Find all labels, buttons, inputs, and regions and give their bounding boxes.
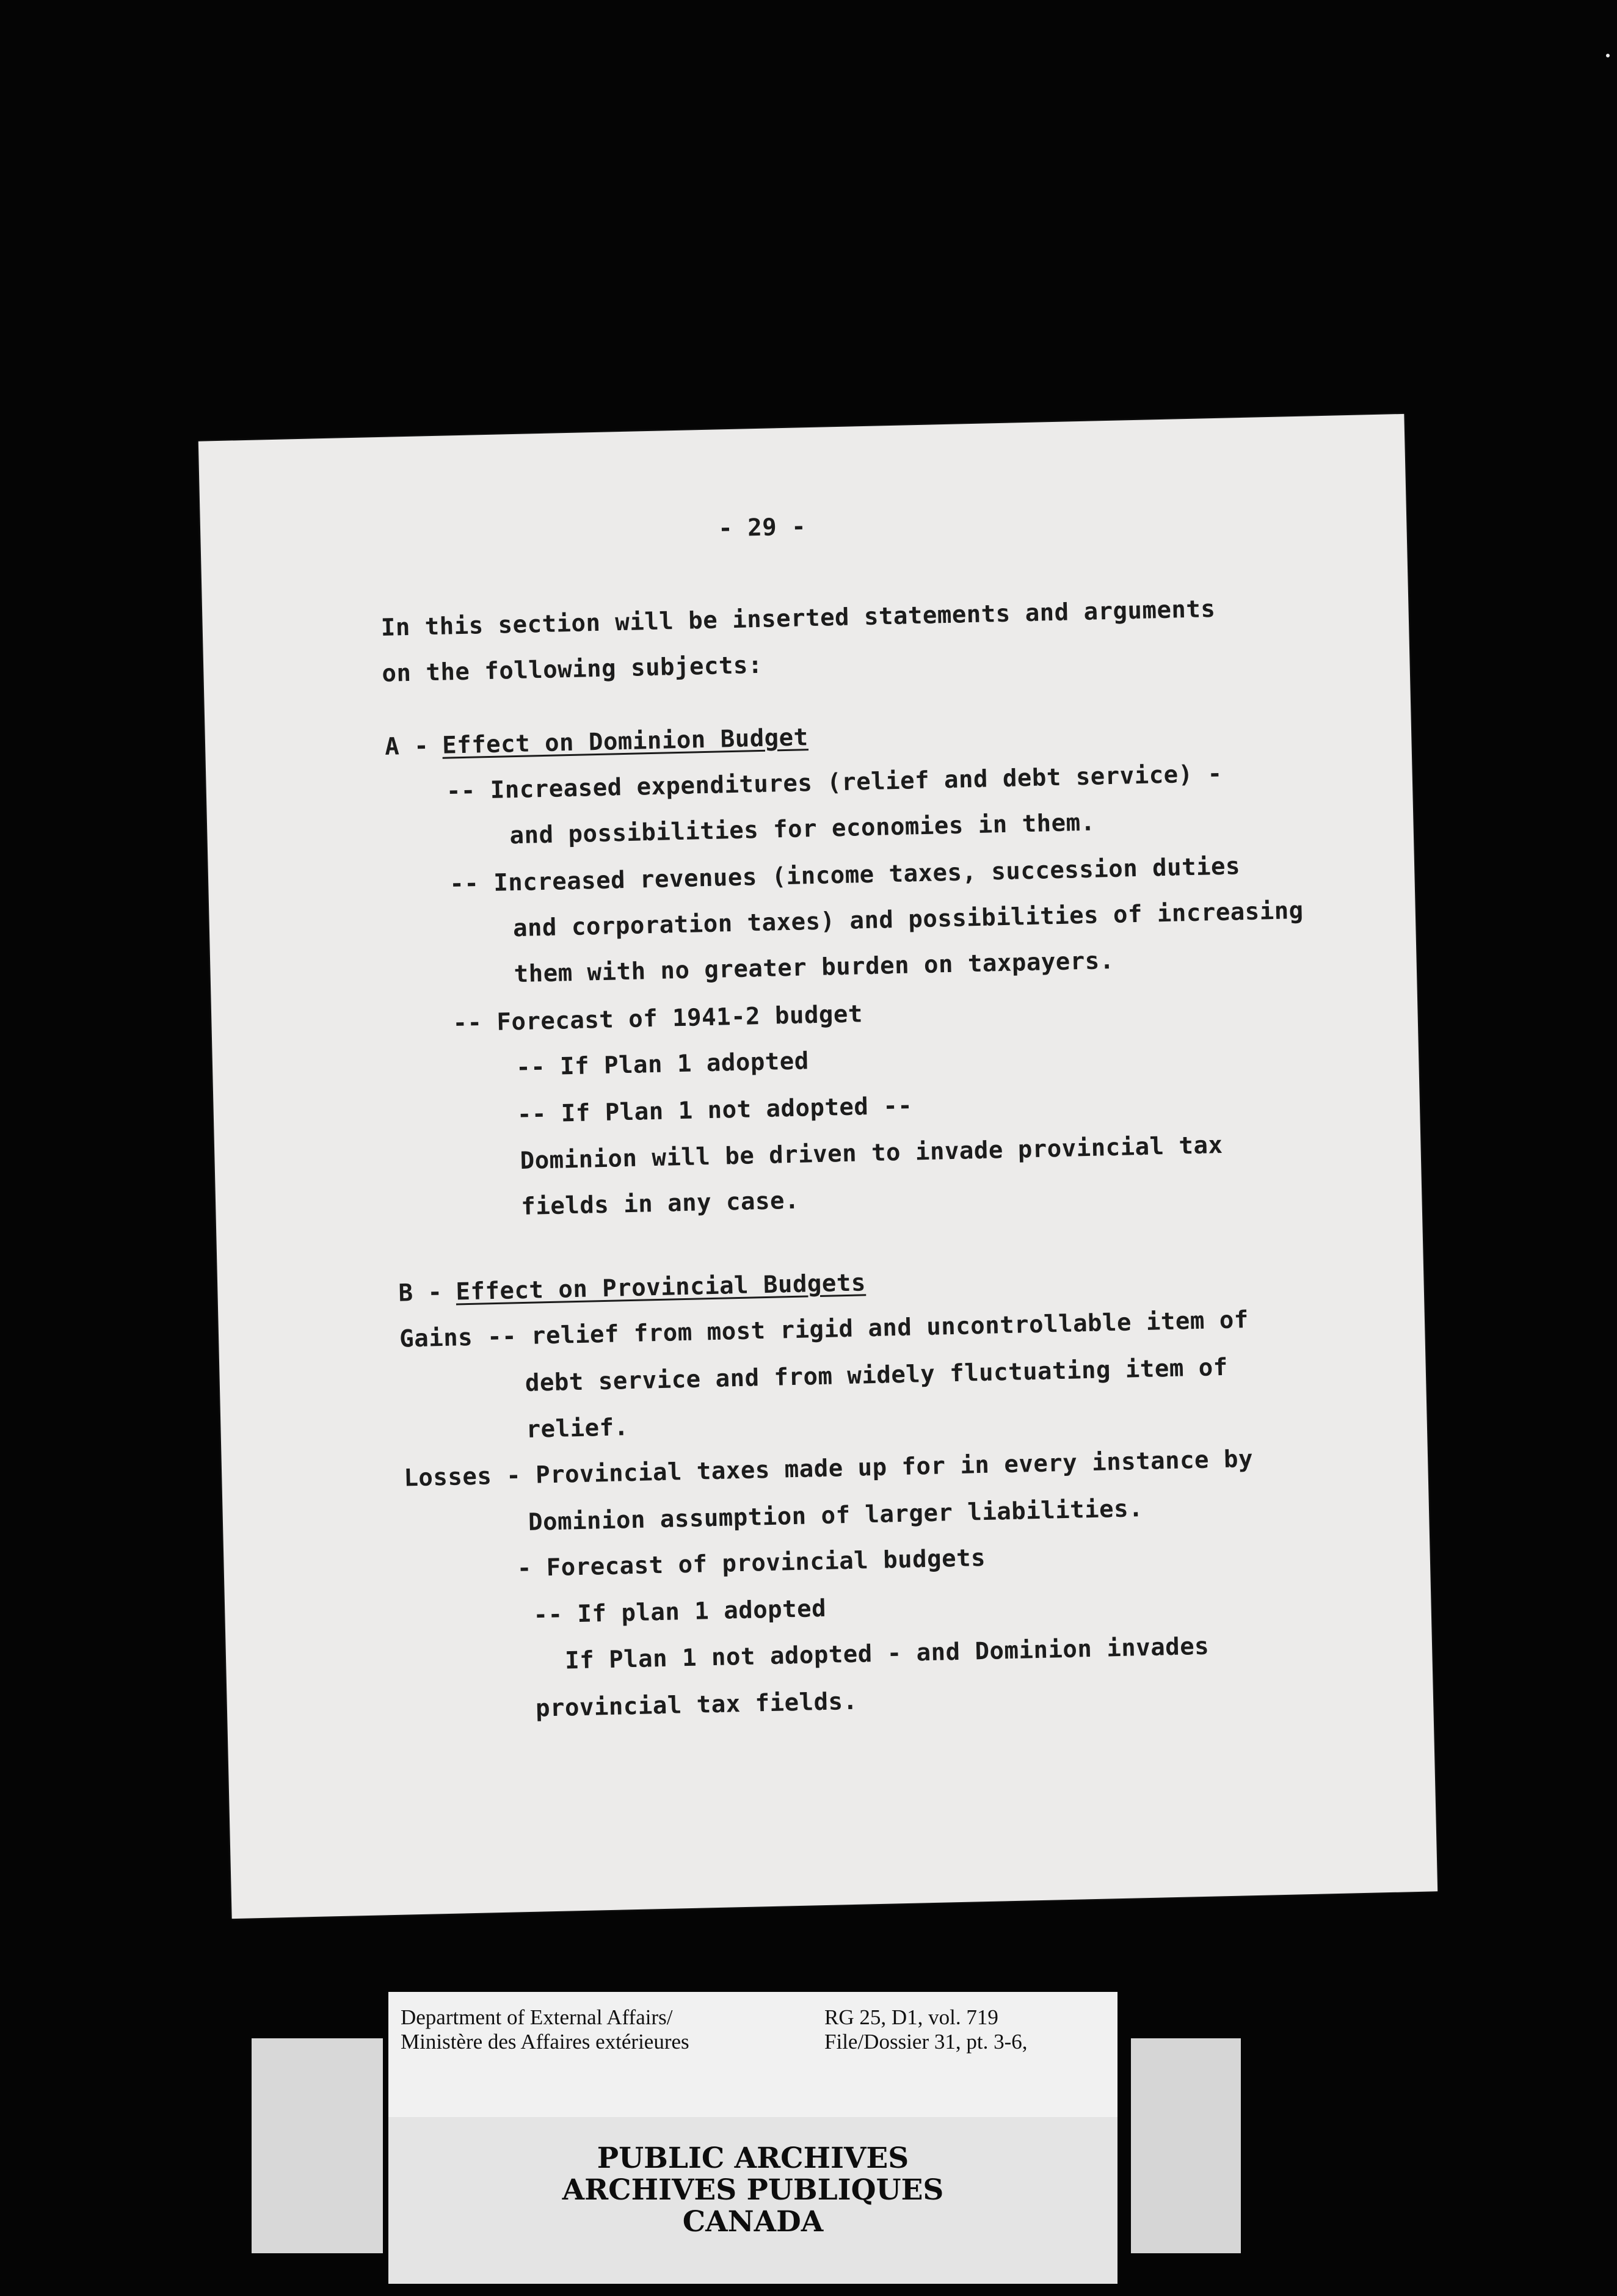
stamp-line-3: CANADA	[682, 2205, 824, 2239]
stamp-line-1: PUBLIC ARCHIVES	[597, 2142, 909, 2175]
intro-line-1: In this section will be inserted statements and arguments	[380, 595, 1216, 642]
section-b-line: -- If plan 1 adopted	[533, 1594, 827, 1629]
section-a-line: and corporation taxes) and possibilities of increasing	[512, 896, 1304, 943]
section-a-prefix: A -	[384, 732, 429, 761]
film-edge-right	[1131, 2038, 1241, 2253]
section-b-line: debt service and from widely fluctuating item of	[525, 1353, 1229, 1397]
section-b-prefix: B -	[398, 1279, 443, 1307]
section-a-line: fields in any case.	[520, 1186, 800, 1221]
section-a-line: them with no greater burden on taxpayers.	[514, 946, 1115, 989]
stamp-line-2: ARCHIVES PUBLIQUES	[562, 2173, 944, 2207]
section-b-line: Gains -- relief from most rigid and uncontrollable item of	[399, 1306, 1249, 1353]
section-a-line: Dominion will be driven to invade provincial tax	[520, 1131, 1223, 1175]
section-a-heading: Effect on Dominion Budget	[441, 724, 809, 760]
page-number: - 29 -	[718, 513, 807, 543]
archive-label	[388, 1992, 1117, 2284]
section-b-line: - Forecast of provincial budgets	[517, 1544, 986, 1583]
archive-reference: RG 25, D1, vol. 719	[824, 2005, 998, 2029]
film-speck	[1606, 54, 1610, 57]
section-b-line: Losses - Provincial taxes made up for in every instance by	[403, 1445, 1254, 1492]
intro-line-2: on the following subjects:	[382, 651, 763, 688]
section-b-line: Dominion assumption of larger liabilities.	[528, 1495, 1144, 1536]
section-a-line: -- If Plan 1 adopted	[515, 1047, 810, 1082]
section-a-line: and possibilities for economies in them.	[509, 808, 1096, 850]
section-a-line: -- Increased revenues (income taxes, succession duties	[449, 852, 1241, 898]
section-b-line: provincial tax fields.	[535, 1687, 858, 1723]
department-en: Department of External Affairs/	[401, 2005, 673, 2029]
section-b-heading: Effect on Provincial Budgets	[456, 1269, 867, 1306]
section-a-line: -- Forecast of 1941-2 budget	[452, 1000, 863, 1037]
film-edge-left	[252, 2038, 383, 2253]
section-a-line: -- If Plan 1 not adopted --	[517, 1092, 913, 1129]
section-a-line: -- Increased expenditures (relief and debt service) -	[446, 760, 1223, 805]
document-page	[198, 414, 1437, 1919]
department-fr: Ministère des Affaires extérieures	[401, 2030, 689, 2054]
archive-file: File/Dossier 31, pt. 3-6,	[824, 2030, 1028, 2054]
archive-stamp	[388, 2117, 1117, 2284]
section-b-line: relief.	[526, 1414, 630, 1444]
section-b-line: If Plan 1 not adopted - and Dominion invades	[564, 1632, 1210, 1675]
